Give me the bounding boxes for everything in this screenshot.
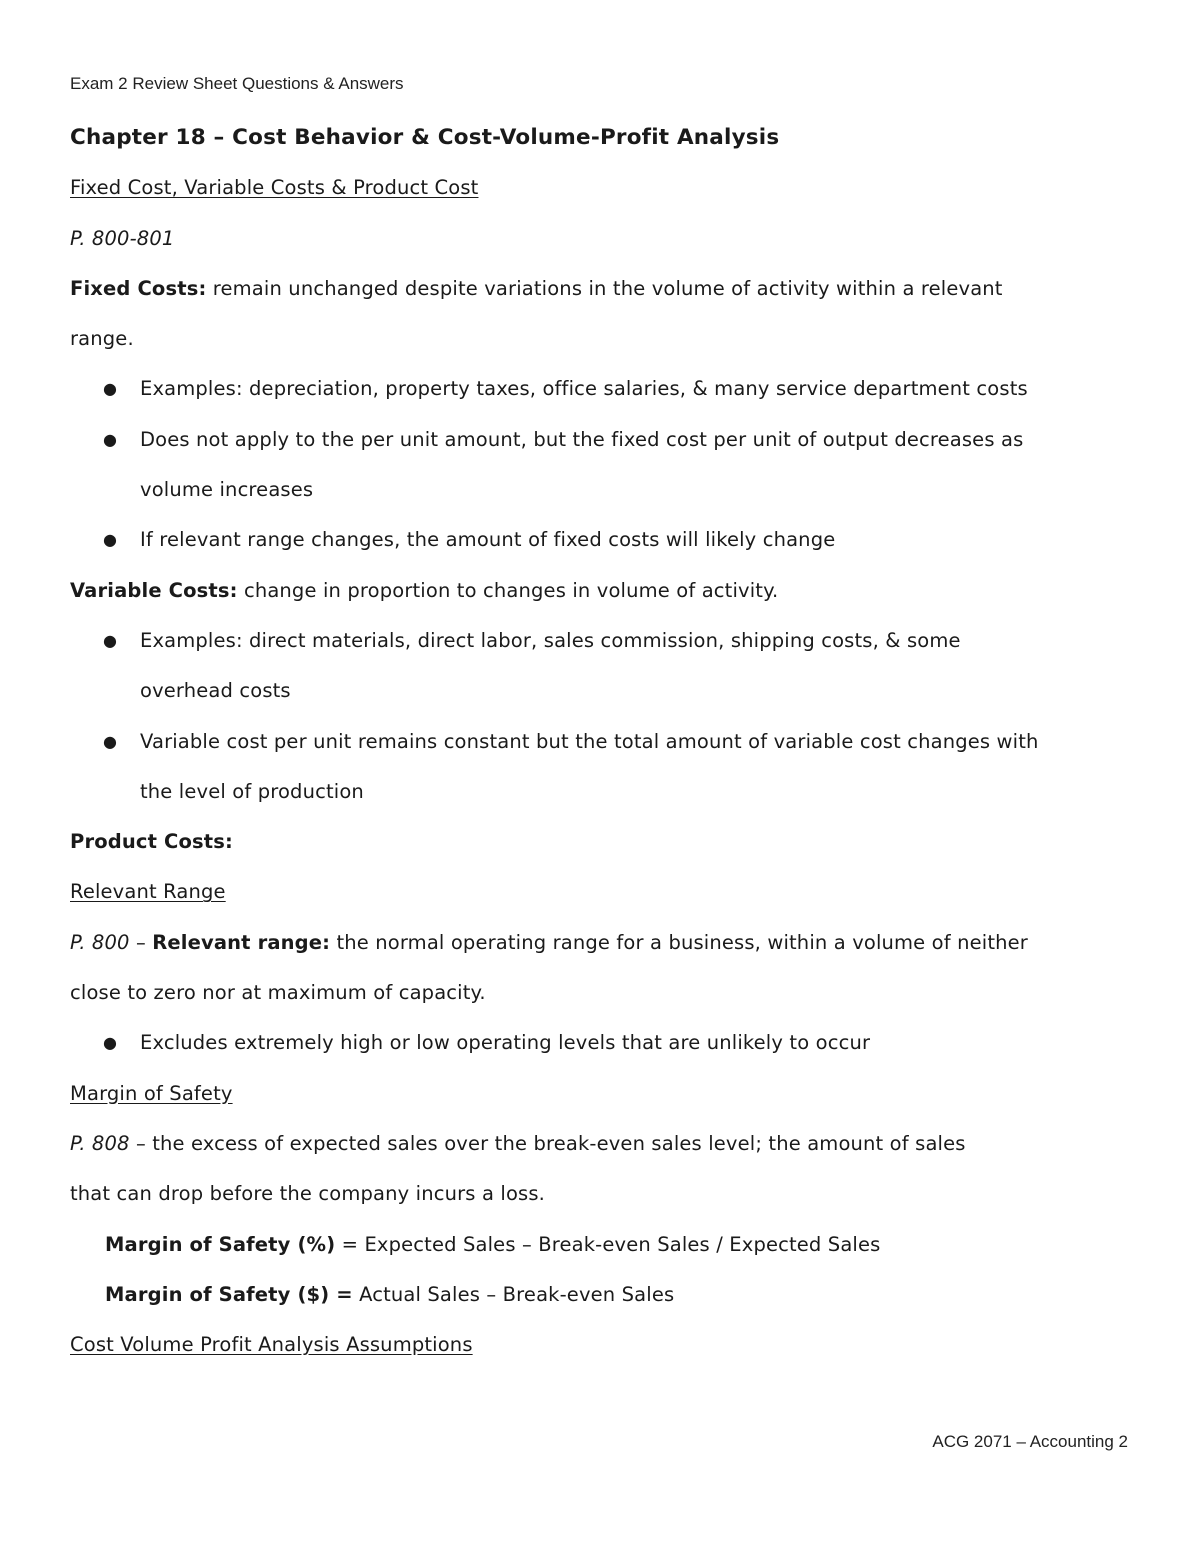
section-heading: Cost Volume Profit Analysis Assumptions bbox=[70, 1333, 473, 1357]
page-ref: P. 808 bbox=[70, 1131, 130, 1155]
chapter-title: Chapter 18 – Cost Behavior & Cost-Volume-Profit Analysis bbox=[70, 125, 780, 150]
term-fixed-costs: Fixed Costs: bbox=[70, 276, 207, 300]
bullet-item bbox=[70, 421, 1145, 471]
relevant-range-definition bbox=[70, 924, 1145, 974]
bullet-icon: ● bbox=[103, 630, 118, 650]
definition-text: the normal operating range for a business, within a volume of neither bbox=[330, 930, 1028, 954]
section-heading-cvp-assumptions bbox=[70, 1326, 1145, 1376]
variable-costs-definition bbox=[70, 572, 1145, 622]
bullet-item bbox=[70, 622, 1145, 672]
section-heading-margin-of-safety bbox=[70, 1075, 1145, 1125]
page-reference bbox=[70, 220, 1145, 270]
bullet-icon: ● bbox=[103, 530, 118, 550]
section-heading-fixed-variable-product bbox=[70, 169, 1145, 219]
fixed-costs-definition-cont: range. bbox=[70, 327, 134, 351]
bullet-icon: ● bbox=[103, 1033, 118, 1053]
bullet-text: Excludes extremely high or low operating levels that are unlikely to occur bbox=[140, 1031, 871, 1055]
section-heading-relevant-range bbox=[70, 873, 1145, 923]
bullet-item bbox=[70, 370, 1145, 420]
definition-text: change in proportion to changes in volume of activity. bbox=[237, 578, 779, 602]
section-heading: Margin of Safety bbox=[70, 1081, 233, 1105]
bullet-text-cont: overhead costs bbox=[140, 679, 291, 703]
page-ref: P. 800-801 bbox=[70, 226, 175, 250]
bullet-text-cont: volume increases bbox=[140, 478, 314, 502]
bullet-text-cont: the level of production bbox=[140, 779, 364, 803]
document-body bbox=[70, 119, 1145, 1376]
bullet-item bbox=[70, 723, 1145, 773]
margin-of-safety-definition bbox=[70, 1125, 1145, 1175]
bullet-text: Variable cost per unit remains constant but the total amount of variable cost changes with bbox=[140, 729, 1039, 753]
page-header: Exam 2 Review Sheet Questions & Answers bbox=[70, 74, 404, 93]
bullet-icon: ● bbox=[103, 379, 118, 399]
formula-term: Margin of Safety ($) = bbox=[105, 1282, 353, 1306]
term-variable-costs: Variable Costs: bbox=[70, 578, 238, 602]
margin-of-safety-definition-cont: that can drop before the company incurs a loss. bbox=[70, 1182, 546, 1206]
formula-term: Margin of Safety (%) bbox=[105, 1232, 336, 1256]
bullet-text: Examples: direct materials, direct labor, sales commission, shipping costs, & some bbox=[140, 628, 961, 652]
section-heading: Relevant Range bbox=[70, 880, 226, 904]
formula-percent bbox=[70, 1226, 1145, 1276]
page-footer: ACG 2071 – Accounting 2 bbox=[932, 1432, 1128, 1451]
formula-text: Actual Sales – Break-even Sales bbox=[352, 1282, 675, 1306]
definition-text: remain unchanged despite variations in the volume of activity within a relevant bbox=[206, 276, 1003, 300]
bullet-text: Examples: depreciation, property taxes, office salaries, & many service department costs bbox=[140, 377, 1028, 401]
bullet-icon: ● bbox=[103, 731, 118, 751]
dash: – bbox=[129, 930, 153, 954]
section-heading: Fixed Cost, Variable Costs & Product Cost bbox=[70, 176, 479, 200]
fixed-costs-definition bbox=[70, 270, 1145, 320]
bullet-text: Does not apply to the per unit amount, but the fixed cost per unit of output decreases as bbox=[140, 427, 1024, 451]
term-product-costs: Product Costs: bbox=[70, 830, 233, 854]
definition-text: – the excess of expected sales over the break-even sales level; the amount of sales bbox=[129, 1131, 966, 1155]
relevant-range-definition-cont: close to zero nor at maximum of capacity. bbox=[70, 981, 486, 1005]
formula-dollar bbox=[70, 1276, 1145, 1326]
bullet-item bbox=[70, 1024, 1145, 1074]
page-ref: P. 800 bbox=[70, 930, 130, 954]
term-relevant-range: Relevant range: bbox=[152, 930, 331, 954]
bullet-icon: ● bbox=[103, 429, 118, 449]
bullet-item bbox=[70, 521, 1145, 571]
bullet-text: If relevant range changes, the amount of fixed costs will likely change bbox=[140, 528, 836, 552]
formula-text: = Expected Sales – Break-even Sales / Expected Sales bbox=[335, 1232, 881, 1256]
